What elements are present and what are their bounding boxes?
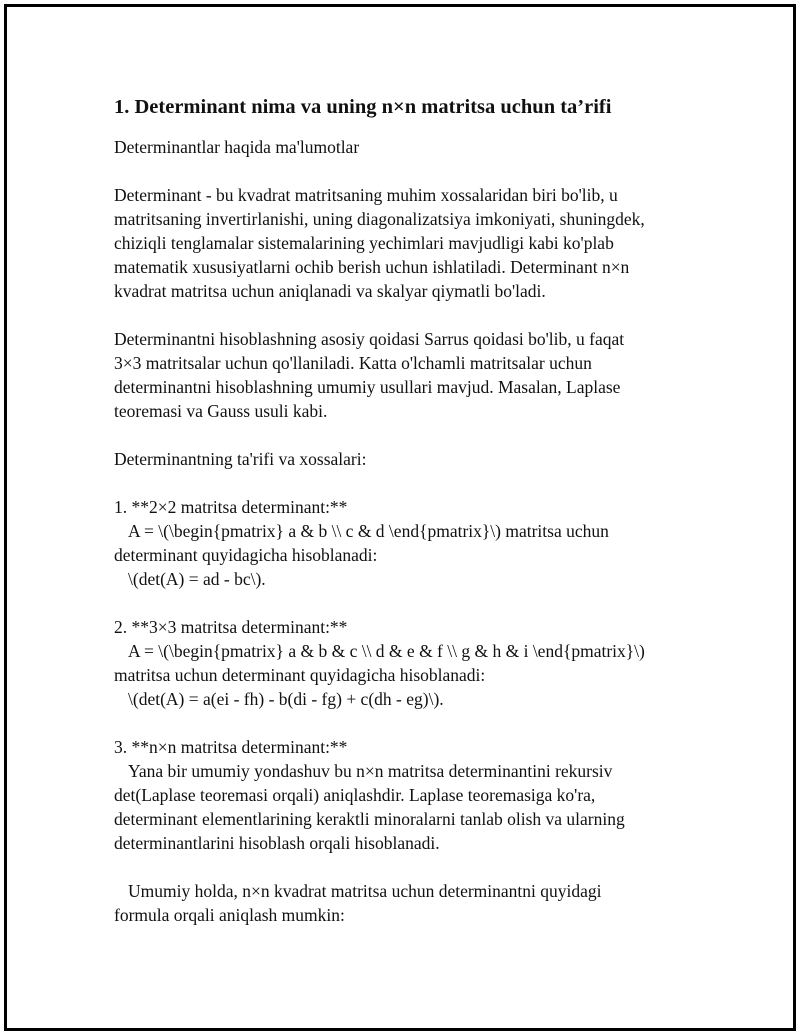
formula: \(det(A) = ad - bc\). xyxy=(128,569,266,589)
paragraph-line: Umumiy holda, n×n kvadrat matritsa uchun determinantni quyidagi xyxy=(128,881,602,901)
paragraph-line: Determinant - bu kvadrat matritsaning muhim xossalaridan biri bo'lib, u xyxy=(114,185,618,205)
list-item-line: determinantlarini hisoblash orqali hisoblanadi. xyxy=(114,833,440,853)
list-item-heading: 1. **2×2 matritsa determinant:** xyxy=(114,497,348,517)
paragraph-line: kvadrat matritsa uchun aniqlanadi va skalyar qiymatli bo'ladi. xyxy=(114,281,546,301)
list-item-line: det(Laplase teoremasi orqali) aniqlashdir. Laplase teoremasiga ko'ra, xyxy=(114,785,596,805)
paragraph-line: formula orqali aniqlash mumkin: xyxy=(114,905,345,925)
paragraph-sarrus xyxy=(114,327,684,423)
section-heading: Determinantning ta'rifi va xossalari: xyxy=(114,449,367,469)
list-item-heading: 3. **n×n matritsa determinant:** xyxy=(114,737,348,757)
formula: \(det(A) = a(ei - fh) - b(di - fg) + c(dh - eg)\). xyxy=(128,689,444,709)
list-item-line: determinant elementlarining keraktli minoralarni tanlab olish va ularning xyxy=(114,809,625,829)
paragraph-line: Determinantni hisoblashning asosiy qoidasi Sarrus qoidasi bo'lib, u faqat xyxy=(114,329,625,349)
paragraph-line: determinantni hisoblashning umumiy usullari mavjud. Masalan, Laplase xyxy=(114,377,621,397)
list-item-heading: 2. **3×3 matritsa determinant:** xyxy=(114,617,348,637)
list-item-2x2 xyxy=(114,495,684,591)
paragraph-closing xyxy=(114,879,684,927)
paragraph-intro xyxy=(114,183,684,303)
list-item-nxn xyxy=(114,735,684,855)
list-item-line: matritsa uchun determinant quyidagicha hisoblanadi: xyxy=(114,665,486,685)
paragraph-line: 3×3 matritsalar uchun qo'llaniladi. Katta o'lchamli matritsalar uchun xyxy=(114,353,592,373)
document-subtitle: Determinantlar haqida ma'lumotlar xyxy=(114,137,360,157)
paragraph-line: chiziqli tenglamalar sistemalarining yechimlari mavjudligi kabi ko'plab xyxy=(114,233,614,253)
paragraph-line: matritsaning invertirlanishi, uning diagonalizatsiya imkoniyati, shuningdek, xyxy=(114,209,645,229)
list-item-line: Yana bir umumiy yondashuv bu n×n matritsa determinantini rekursiv xyxy=(128,761,613,781)
document-body xyxy=(114,93,684,927)
list-item-line: determinant quyidagicha hisoblanadi: xyxy=(114,545,378,565)
list-item-3x3 xyxy=(114,615,684,711)
document-title: 1. Determinant nima va uning n×n matritsa uchun ta’rifi xyxy=(114,96,612,118)
list-item-line: A = \(\begin{pmatrix} a & b \\ c & d \end{pmatrix}\) matritsa uchun xyxy=(128,521,609,541)
paragraph-line: teoremasi va Gauss usuli kabi. xyxy=(114,401,328,421)
paragraph-line: matematik xususiyatlarni ochib berish uchun ishlatiladi. Determinant n×n xyxy=(114,257,630,277)
list-item-line: A = \(\begin{pmatrix} a & b & c \\ d & e & f \\ g & h & i \end{pmatrix}\) xyxy=(128,641,645,661)
